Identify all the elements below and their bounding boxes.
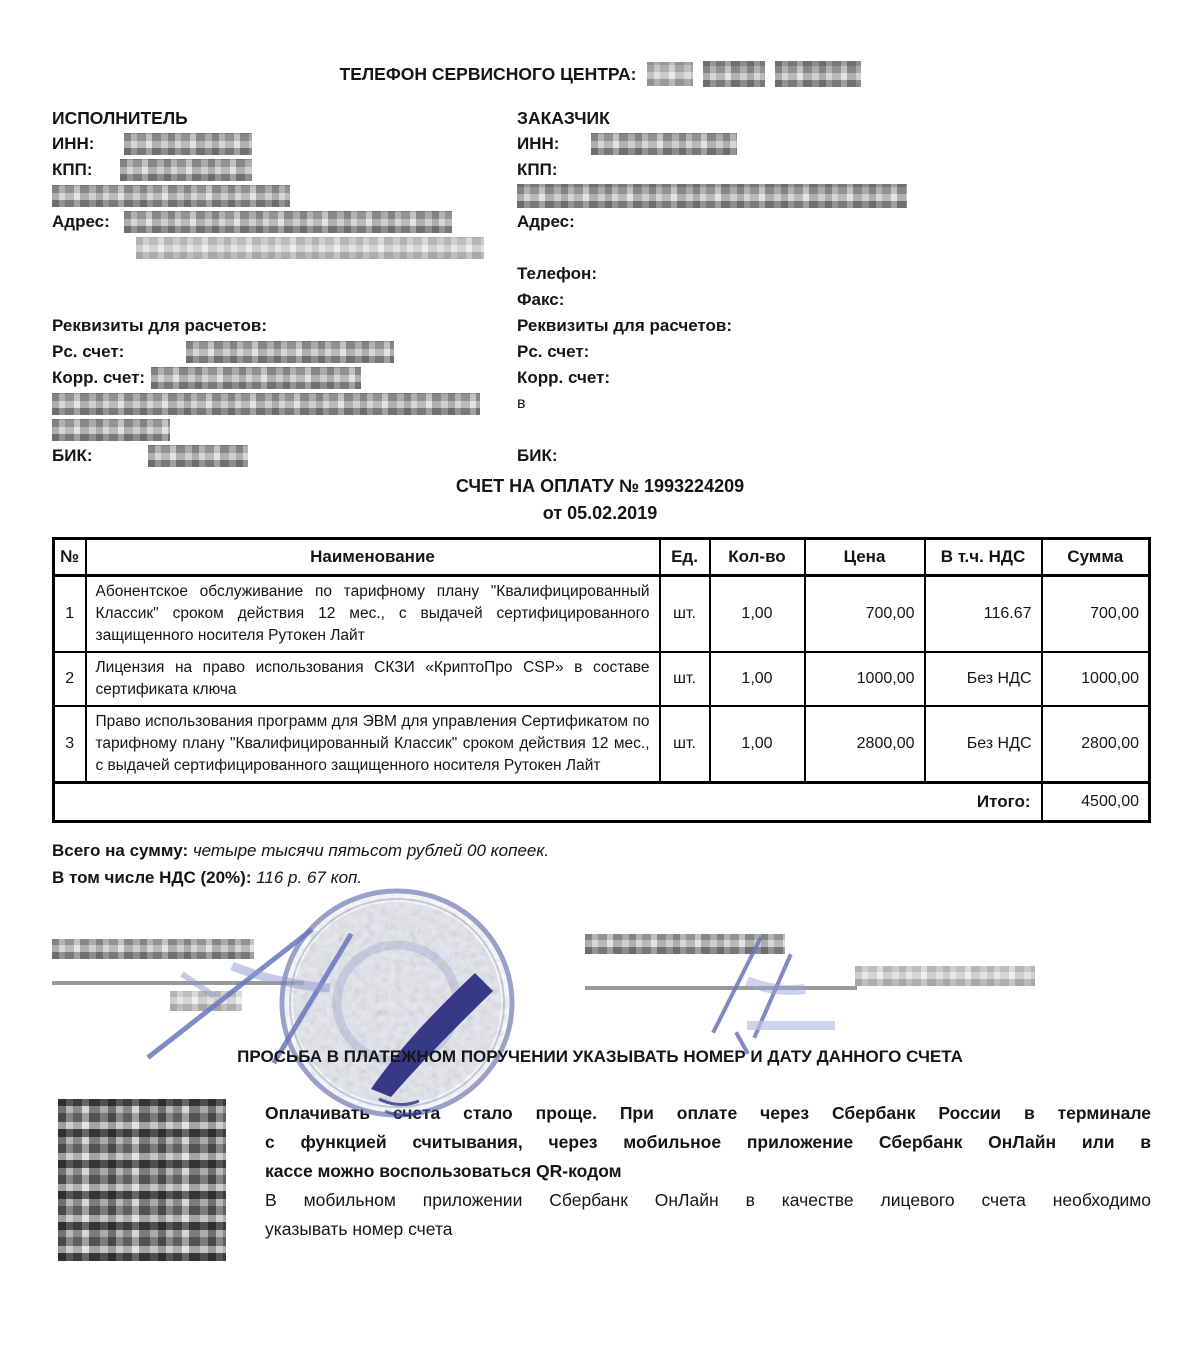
qr-code-redacted-icon: [58, 1099, 226, 1261]
redacted-bik-value: [148, 445, 248, 467]
address-label: Адрес:: [52, 212, 110, 231]
payment-regular-line: В мобильном приложении Сбербанк ОнЛайн в качестве лицевого счета необходимо: [265, 1190, 1151, 1210]
item-qty: 1,00: [710, 706, 805, 783]
items-table: [52, 537, 1151, 823]
redacted-customer-name: [517, 184, 907, 208]
item-qty: 1,00: [710, 576, 805, 653]
col-header-unit: Ед.: [660, 539, 710, 576]
table-header-row: [54, 539, 1150, 576]
rs-account-label: Рс. счет:: [517, 342, 590, 361]
signature-section: [52, 891, 1148, 1091]
item-sum: 1000,00: [1042, 652, 1150, 706]
redacted-phone-segment: [775, 61, 861, 87]
item-num: 1: [54, 576, 86, 653]
item-sum: 2800,00: [1042, 706, 1150, 783]
total-value: 4500,00: [1042, 783, 1150, 822]
payment-info-section: [52, 1099, 1151, 1271]
payment-regular-line: указывать номер счета: [265, 1219, 453, 1239]
col-header-qty: Кол-во: [710, 539, 805, 576]
table-row: [54, 706, 1150, 783]
bik-label: БИК:: [52, 446, 93, 465]
redacted-address-line: [124, 211, 452, 233]
amount-words-label: Всего на сумму:: [52, 841, 189, 860]
item-num: 2: [54, 652, 86, 706]
item-name: Абонентское обслуживание по тарифному плану "Квалифицированный Классик" сроком действия 12 мес., с выдачей сертифицированного защищенного носителя Рутокен Лайт: [86, 576, 660, 653]
payment-bold-line: Оплачивать счета стало проще. При оплате через Сбербанк России в терминале: [265, 1103, 1151, 1123]
fax-label: Факс:: [517, 290, 565, 309]
total-label: Итого:: [54, 783, 1042, 822]
inn-label: ИНН:: [52, 134, 95, 153]
amount-words-value: четыре тысячи пятьсот рублей 00 копеек.: [192, 841, 550, 860]
item-unit: шт.: [660, 706, 710, 783]
item-unit: шт.: [660, 652, 710, 706]
rs-account-label: Рс. счет:: [52, 342, 125, 361]
payment-bold-line: с функцией считывания, через мобильное приложение Сбербанк ОнЛайн или в: [265, 1132, 1151, 1152]
item-vat: Без НДС: [925, 652, 1042, 706]
executor-title: ИСПОЛНИТЕЛЬ: [52, 107, 188, 128]
redacted-bank-name: [52, 393, 480, 415]
redacted-signer-name-right: [855, 966, 1035, 986]
executor-column: [52, 105, 517, 469]
col-header-name: Наименование: [86, 539, 660, 576]
redacted-inn-value: [591, 133, 737, 155]
phone-label: Телефон:: [517, 264, 597, 283]
redacted-phone-segment: [647, 62, 693, 86]
redacted-company-name: [52, 185, 290, 207]
v-bank-prefix: в: [517, 395, 526, 412]
col-header-vat: В т.ч. НДС: [925, 539, 1042, 576]
requisites-title: Реквизиты для расчетов:: [517, 316, 733, 335]
table-row: [54, 652, 1150, 706]
redacted-phone-segment: [703, 61, 765, 87]
payment-bold-line: кассе можно воспользоваться QR-кодом: [265, 1161, 622, 1181]
vat-words-line: [52, 864, 1148, 891]
item-num: 3: [54, 706, 86, 783]
payment-order-notice: ПРОСЬБА В ПЛАТЕЖНОМ ПОРУЧЕНИИ УКАЗЫВАТЬ НОМЕР И ДАТУ ДАННОГО СЧЕТА: [237, 1047, 963, 1066]
customer-title: ЗАКАЗЧИК: [517, 107, 610, 128]
col-header-sum: Сумма: [1042, 539, 1150, 576]
korr-account-label: Корр. счет:: [52, 368, 146, 387]
bik-label: БИК:: [517, 446, 558, 465]
table-row: [54, 576, 1150, 653]
vat-words-value: 116 р. 67 коп.: [256, 868, 363, 887]
invoice-date: от 05.02.2019: [542, 503, 658, 523]
parties-section: [52, 105, 1148, 469]
item-vat: Без НДС: [925, 706, 1042, 783]
service-phone-label: ТЕЛЕФОН СЕРВИСНОГО ЦЕНТРА:: [339, 63, 637, 84]
address-label: Адрес:: [517, 212, 575, 231]
item-unit: шт.: [660, 576, 710, 653]
col-header-price: Цена: [805, 539, 925, 576]
service-center-line: [52, 60, 1148, 88]
redacted-rs-account: [186, 341, 394, 363]
inn-label: ИНН:: [517, 134, 560, 153]
invoice-title: СЧЕТ НА ОПЛАТУ № 1993224209: [455, 476, 745, 496]
col-header-num: №: [54, 539, 86, 576]
item-sum: 700,00: [1042, 576, 1150, 653]
vat-words-label: В том числе НДС (20%):: [52, 868, 252, 887]
totals-in-words: [52, 837, 1148, 891]
requisites-title: Реквизиты для расчетов:: [52, 316, 268, 335]
item-name: Лицензия на право использования СКЗИ «КриптоПро CSP» в составе сертификата ключа: [86, 652, 660, 706]
item-vat: 116.67: [925, 576, 1042, 653]
redacted-address-line: [136, 237, 484, 259]
item-name: Право использования программ для ЭВМ для управления Сертификатом по тарифному плану "Квалифицированный Классик" сроком действия 12 мес., с выдачей сертифицированного защищенного носителя Рутокен Лайт: [86, 706, 660, 783]
item-price: 700,00: [805, 576, 925, 653]
redacted-korr-account: [151, 367, 361, 389]
kpp-label: КПП:: [52, 160, 93, 179]
item-price: 1000,00: [805, 652, 925, 706]
total-row: [54, 783, 1150, 822]
invoice-title-block: [0, 473, 1200, 527]
redacted-bank-name-2: [52, 419, 170, 441]
korr-account-label: Корр. счет:: [517, 368, 611, 387]
item-price: 2800,00: [805, 706, 925, 783]
redacted-inn-value: [124, 133, 252, 155]
customer-column: [517, 105, 1148, 469]
signature-right-icon: [652, 926, 872, 1056]
item-qty: 1,00: [710, 652, 805, 706]
redacted-kpp-value: [120, 159, 252, 181]
amount-words-line: [52, 837, 1148, 864]
kpp-label: КПП:: [517, 160, 558, 179]
